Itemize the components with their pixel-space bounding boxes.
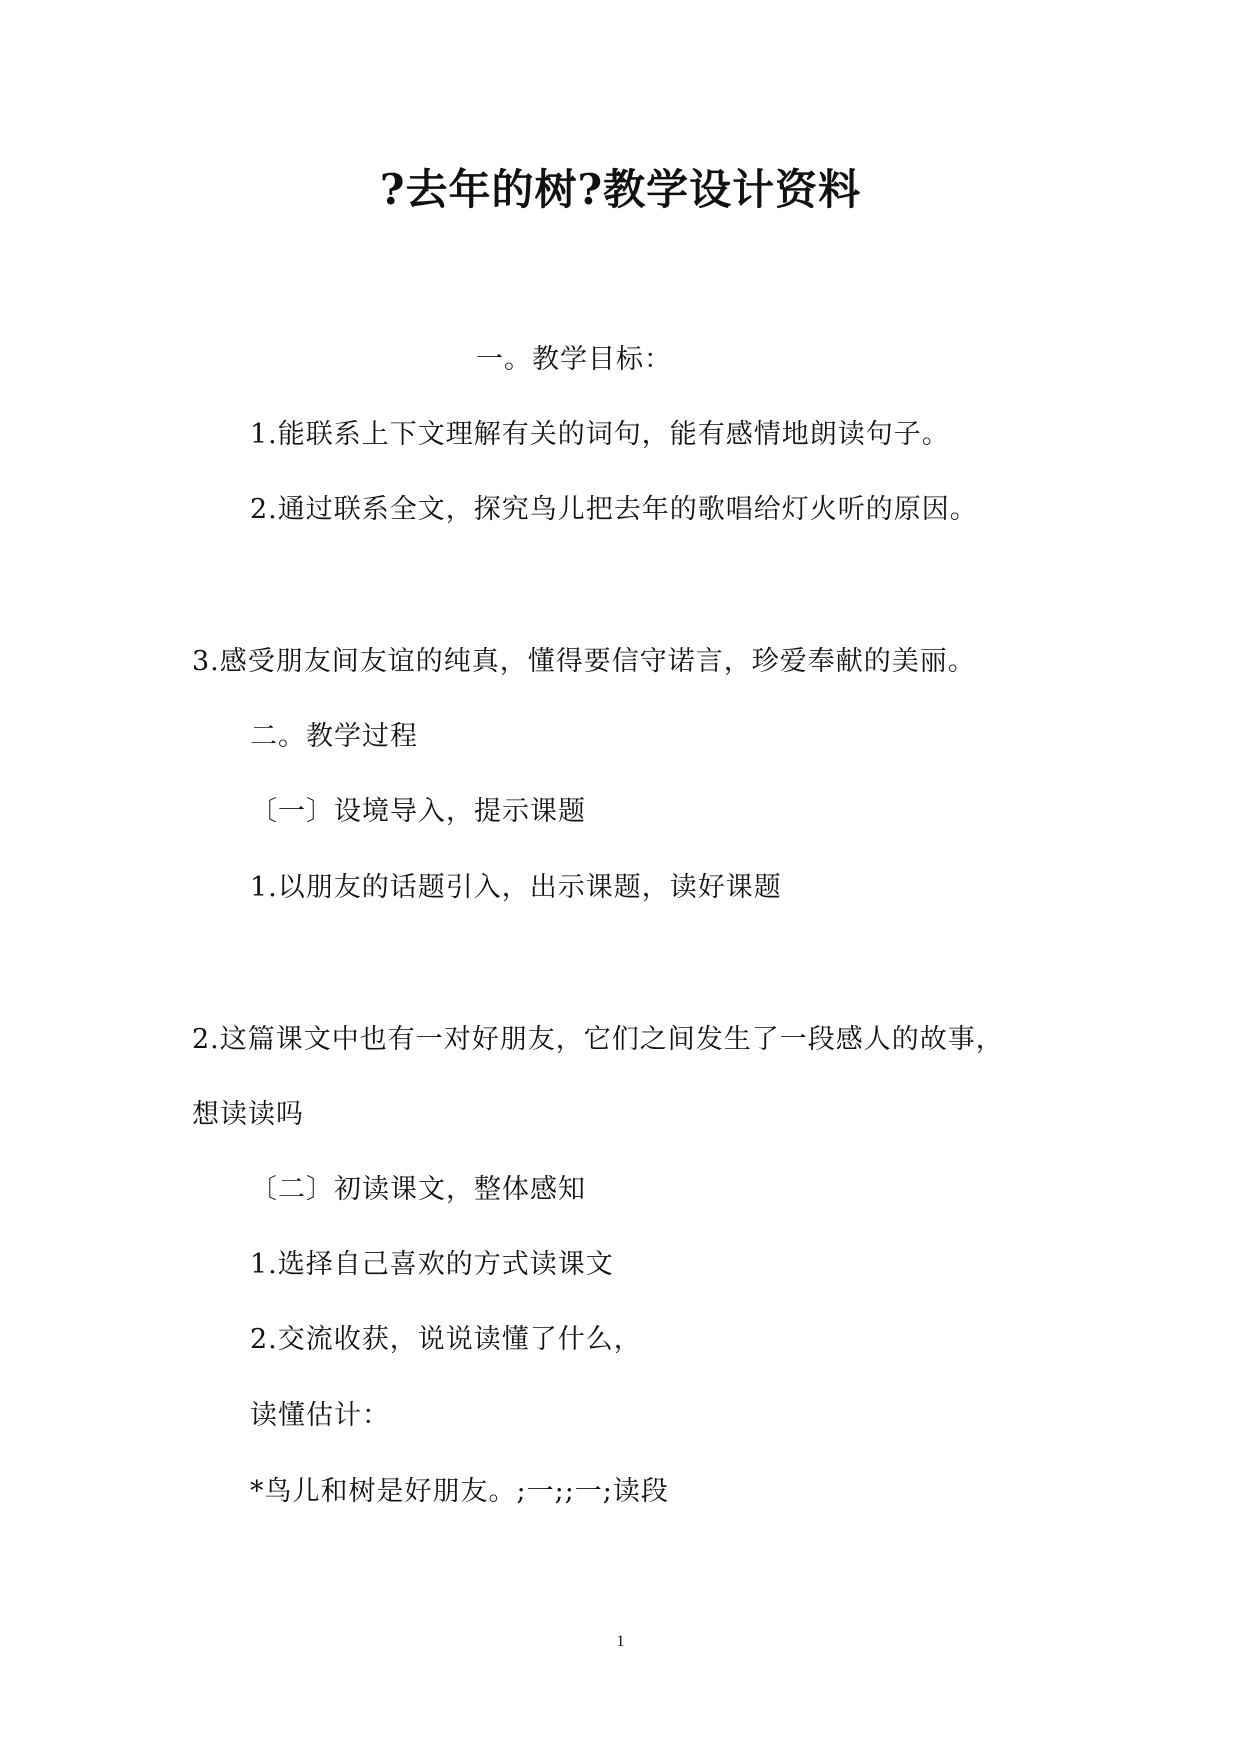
section-heading-process: 二。教学过程 bbox=[250, 721, 418, 752]
paragraph-objective-1: 1.能联系上下文理解有关的词句，能有感情地朗读句子。 bbox=[250, 419, 950, 450]
paragraph-estimate: 读懂估计： bbox=[250, 1400, 390, 1431]
subsection-heading-1: 〔一〕设境导入，提示课题 bbox=[250, 796, 586, 827]
paragraph-step-1: 1.以朋友的话题引入，出示课题，读好课题 bbox=[250, 872, 782, 903]
paragraph-read-2: 2.交流收获，说说读懂了什么， bbox=[250, 1324, 642, 1355]
document-title: ?去年的树?教学设计资料 bbox=[379, 165, 862, 214]
paragraph-step-2: 2.这篇课文中也有一对好朋友，它们之间发生了一段感人的故事， bbox=[192, 1024, 1004, 1055]
page-number: 1 bbox=[616, 1633, 625, 1650]
paragraph-objective-2: 2.通过联系全文，探究鸟儿把去年的歌唱给灯火听的原因。 bbox=[250, 494, 978, 525]
paragraph-step-2-continued: 想读读吗 bbox=[192, 1099, 304, 1130]
section-heading-objectives: 一。教学目标： bbox=[476, 344, 672, 375]
paragraph-bullet: *鸟儿和树是好朋友。;一;;一;读段 bbox=[250, 1476, 669, 1507]
paragraph-objective-3: 3.感受朋友间友谊的纯真，懂得要信守诺言，珍爱奉献的美丽。 bbox=[192, 646, 976, 677]
paragraph-read-1: 1.选择自己喜欢的方式读课文 bbox=[250, 1249, 614, 1280]
subsection-heading-2: 〔二〕初读课文，整体感知 bbox=[250, 1174, 586, 1205]
